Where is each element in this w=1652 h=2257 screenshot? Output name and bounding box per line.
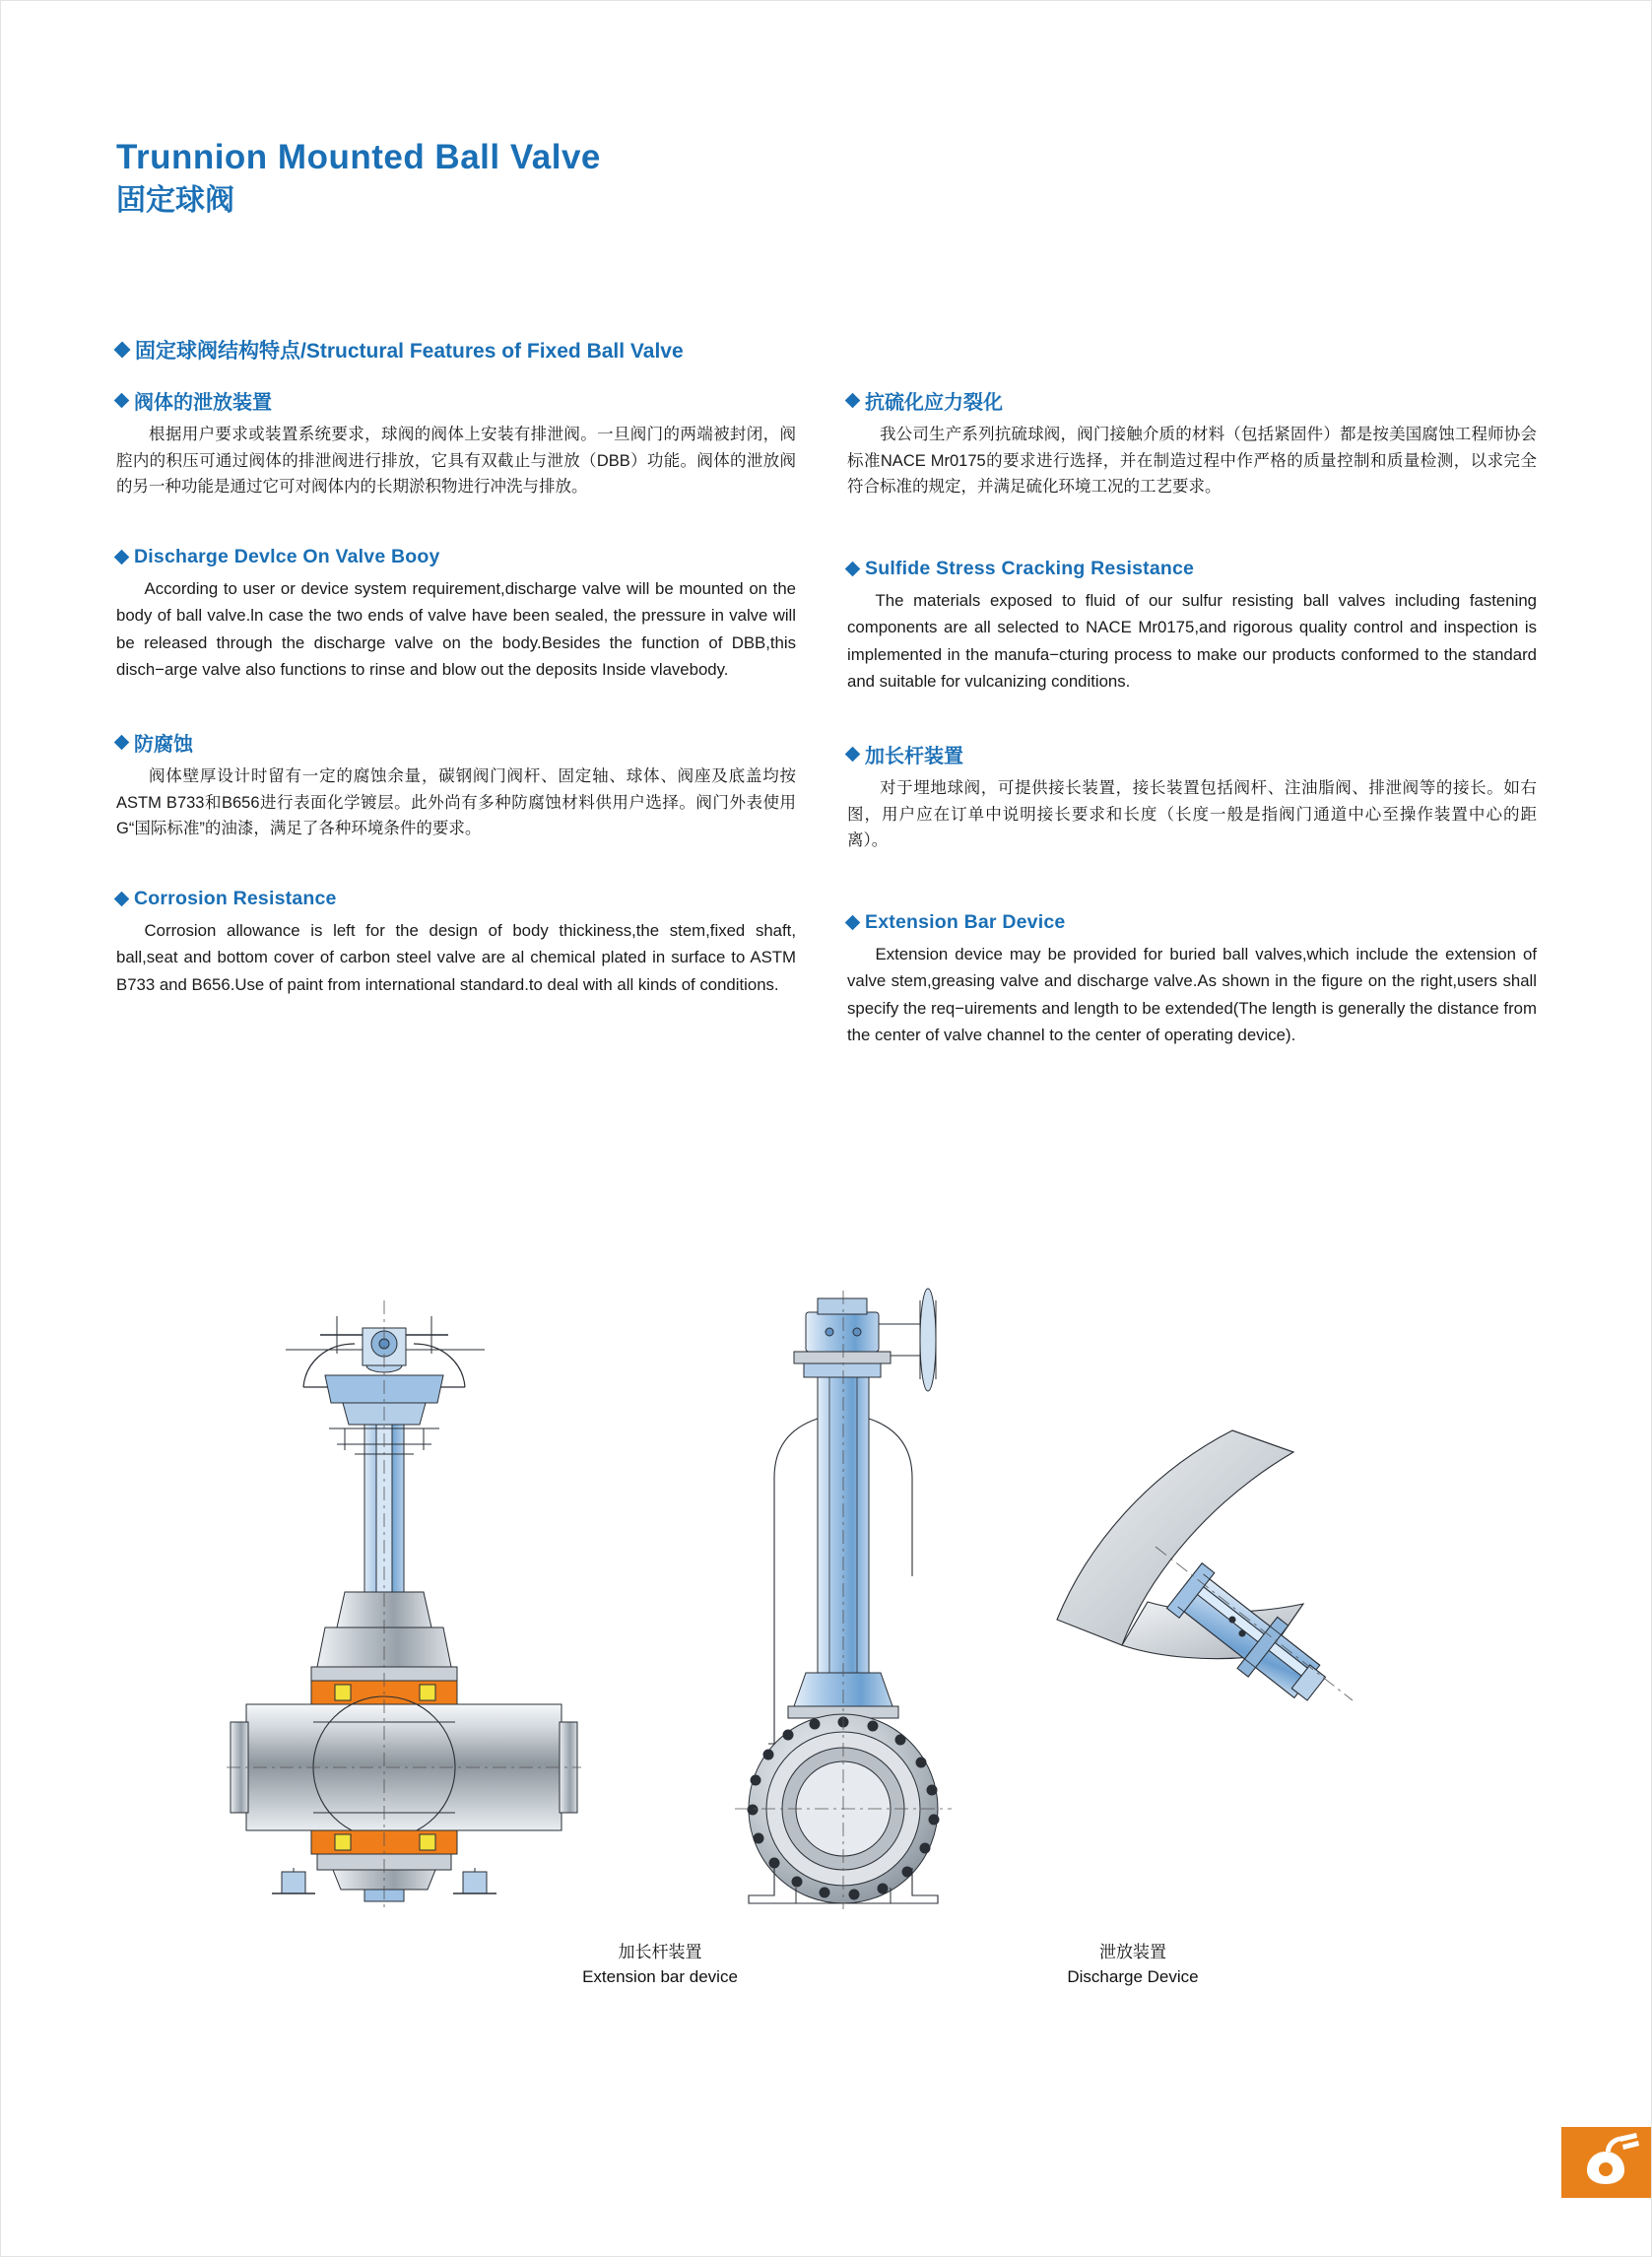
paragraph-corrosion-cn: 阀体壁厚设计时留有一定的腐蚀余量，碳钢阀门阀杆、固定轴、球体、阀座及底盖均按ASTM B733和B656进行表面化学镀层。此外尚有多种防腐蚀材料供用户选择。阀门外表使用G“国际标准”的油漆，满足了各种环境条件的要求。 bbox=[116, 766, 796, 838]
subsection-heading-label: Sulfide Stress Cracking Resistance bbox=[865, 558, 1195, 580]
page-title-en: Trunnion Mounted Ball Valve bbox=[116, 138, 601, 176]
section-heading-structural-features bbox=[116, 335, 684, 365]
paragraph-corrosion-en: Corrosion allowance is left for the design of body thickiness,the stem,fixed shaft, ball,seat and bottom cover of carbon steel valve are al chemical plated in surface to ASTM B733 and B656.Use of paint from international standard.to deal with all kinds of conditions. bbox=[116, 921, 796, 994]
subsection-heading-label: Corrosion Resistance bbox=[134, 888, 337, 910]
subsection-heading-extension-cn bbox=[847, 740, 1537, 768]
footer-logo-block bbox=[1561, 2127, 1652, 2198]
extension-bar-front-view-drawing bbox=[680, 1281, 995, 1916]
paragraph-sulfide-cn: 我公司生产系列抗硫球阀，阀门接触介质的材料（包括紧固件）都是按美国腐蚀工程师协会标准NACE Mr0175的要求进行选择，并在制造过程中作严格的质量控制和质量检测，以求完全符合标准的规定，并满足硫化环境工况的工艺要求。 bbox=[847, 426, 1537, 497]
section-heading-label: 固定球阀结构特点/Structural Features of Fixed Ball Valve bbox=[135, 340, 684, 363]
diamond-bullet-icon bbox=[114, 550, 130, 565]
sectional-ball-valve-drawing bbox=[227, 1281, 581, 1916]
figure-caption-cn: 泄放装置 bbox=[1099, 1943, 1166, 1961]
subsection-heading-label: 抗硫化应力裂化 bbox=[865, 392, 1003, 414]
paragraph-discharge-device-en: According to user or device system requirement,discharge valve will be mounted on the body of ball valve.ln case the two ends of valve have been sealed, the pressure in valve will be released through the discharge valve on the body.Besides the function of DBB,this disch−arge valve also functions to rinse and blow out the deposits Inside vlavebody. bbox=[116, 579, 796, 679]
subsection-heading-sulfide-en bbox=[847, 558, 1537, 580]
sectional-ball-valve-svg bbox=[227, 1281, 581, 1911]
diamond-bullet-icon bbox=[114, 735, 130, 751]
diamond-bullet-icon bbox=[114, 892, 130, 907]
subsection-heading-extension-en bbox=[847, 911, 1537, 934]
valve-logo-icon bbox=[1561, 2127, 1652, 2198]
subsection-heading-label: Extension Bar Device bbox=[865, 911, 1066, 934]
diamond-bullet-icon bbox=[845, 747, 861, 763]
extension-bar-front-view-svg bbox=[680, 1281, 995, 1911]
discharge-device-svg bbox=[1039, 1409, 1374, 1823]
diamond-bullet-icon bbox=[845, 562, 861, 577]
figure-caption-en: Extension bar device bbox=[582, 1966, 738, 1986]
diamond-bullet-icon bbox=[845, 915, 861, 931]
figure-caption-extension-bar bbox=[512, 1941, 808, 1989]
subsection-heading-label: 阀体的泄放装置 bbox=[134, 392, 272, 414]
figures-area bbox=[0, 1281, 1652, 2029]
diamond-bullet-icon bbox=[114, 342, 131, 359]
subsection-heading-label: 防腐蚀 bbox=[134, 733, 193, 756]
figure-caption-en: Discharge Device bbox=[1067, 1966, 1199, 1986]
subsection-heading-discharge-device-en bbox=[116, 546, 796, 568]
paragraph-extension-en: Extension device may be provided for buried ball valves,which include the extension of valve stem,greasing valve and discharge valve.As shown in the figure on the right,users shall specify the req−uirements and length to be extended(The length is generally the distance from the center of valve channel to the center of operating device). bbox=[847, 945, 1537, 1044]
diamond-bullet-icon bbox=[845, 393, 861, 409]
diamond-bullet-icon bbox=[114, 393, 130, 409]
subsection-heading-sulfide-cn bbox=[847, 386, 1537, 415]
right-column bbox=[847, 386, 1537, 1048]
subsection-heading-corrosion-en bbox=[116, 888, 796, 910]
page-title bbox=[116, 138, 601, 220]
paragraph-sulfide-en: The materials exposed to fluid of our sulfur resisting ball valves including fastening components are all selected to NACE Mr0175,and rigorous quality control and inspection is implemented in the manufa−cturing process to make our products conformed to the standard and suitable for vulcanizing conditions. bbox=[847, 591, 1537, 691]
page-title-cn: 固定球阀 bbox=[116, 184, 234, 218]
paragraph-extension-cn: 对于埋地球阀，可提供接长装置，接长装置包括阀杆、注油脂阀、排泄阀等的接长。如右图，用户应在订单中说明接长要求和长度（长度一般是指阀门通道中心至操作装置中心的距离）。 bbox=[847, 778, 1537, 850]
figure-caption-cn: 加长杆装置 bbox=[618, 1943, 702, 1961]
figure-caption-discharge-device bbox=[985, 1941, 1281, 1989]
subsection-heading-label: Discharge Devlce On Valve Booy bbox=[134, 546, 440, 568]
subsection-heading-corrosion-cn bbox=[116, 728, 796, 757]
subsection-heading-discharge-device-cn bbox=[116, 386, 796, 415]
paragraph-discharge-device-cn: 根据用户要求或装置系统要求，球阀的阀体上安装有排泄阀。一旦阀门的两端被封闭，阀腔内的积压可通过阀体的排泄阀进行排放，它具有双截止与泄放（DBB）功能。阀体的泄放阀的另一种功能是通过它可对阀体内的长期淤积物进行冲洗与排放。 bbox=[116, 426, 796, 497]
left-column bbox=[116, 386, 796, 998]
discharge-device-detail-drawing bbox=[1039, 1409, 1374, 1827]
subsection-heading-label: 加长杆装置 bbox=[865, 745, 963, 767]
